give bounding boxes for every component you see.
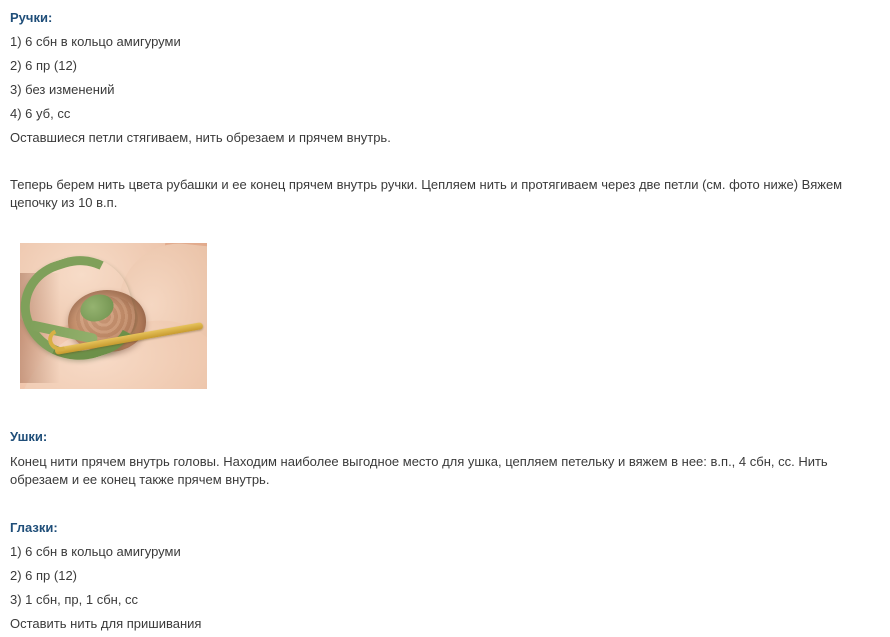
- handles-row-3: 3) без изменений: [10, 82, 115, 97]
- crochet-photo: [20, 243, 207, 389]
- eyes-note: Оставить нить для пришивания: [10, 616, 202, 631]
- handles-row-2: 2) 6 пр (12): [10, 58, 78, 73]
- section-heading-handles: Ручки:: [10, 10, 53, 25]
- paragraph-shirt-yarn: Теперь берем нить цвета рубашки и ее конец прячем внутрь ручки. Цепляем нить и протягиваем через две петли (см. фото ниже) Вяжем цепочку из 10 в.п.: [10, 177, 843, 210]
- spacer-after-handles: [10, 154, 878, 176]
- spacer-after-photo: [10, 389, 878, 415]
- eyes-row-2: 2) 6 пр (12): [10, 568, 78, 583]
- handles-note: Оставшиеся петли стягиваем, нить обрезаем и прячем внутрь.: [10, 130, 391, 145]
- spacer-before-eyes: [10, 498, 878, 520]
- handles-row-1: 1) 6 сбн в кольцо амигуруми: [10, 34, 181, 49]
- spacer-after-photo-2: [10, 415, 878, 429]
- spacer-before-photo: [10, 221, 878, 243]
- handles-row-4: 4) 6 уб, сс: [10, 106, 71, 121]
- eyes-row-1: 1) 6 сбн в кольцо амигуруми: [10, 544, 181, 559]
- eyes-row-3: 3) 1 сбн, пр, 1 сбн, сс: [10, 592, 139, 607]
- ears-paragraph: Конец нити прячем внутрь головы. Находим наиболее выгодное место для ушка, цепляем петельку и вяжем в нее: в.п., 4 сбн, сс. Нить обрезаем и ее конец также прячем внутрь.: [10, 454, 828, 487]
- section-heading-ears: Ушки:: [10, 429, 48, 444]
- section-heading-eyes: Глазки:: [10, 520, 58, 535]
